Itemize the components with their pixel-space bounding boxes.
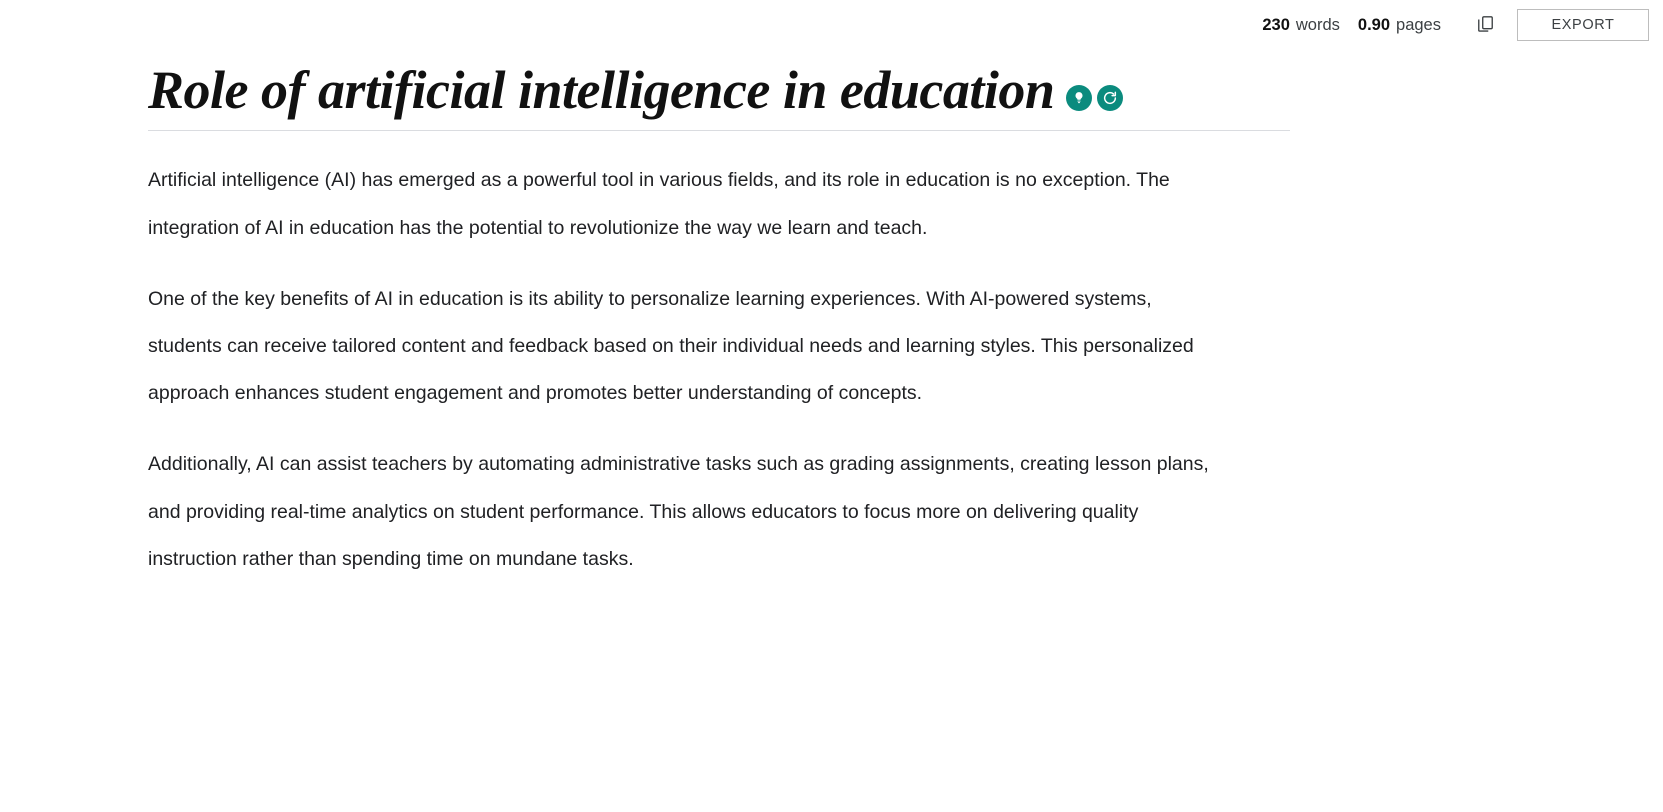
- copy-button[interactable]: [1465, 8, 1505, 42]
- lightbulb-icon[interactable]: [1066, 85, 1092, 111]
- top-toolbar: [0, 0, 1663, 50]
- word-count-label: words: [1295, 15, 1340, 34]
- page-count-label: pages: [1396, 15, 1441, 34]
- paragraph: Artificial intelligence (AI) has emerged as a powerful tool in various fields, and its role in education is no exception. The integration of AI in education has the potential to revolutionize the way we learn and teach.: [148, 169, 1170, 239]
- document-area: [148, 60, 1290, 583]
- page-title[interactable]: Role of artificial intelligence in education: [148, 60, 1055, 120]
- paragraph: One of the key benefits of AI in education is its ability to personalize learning experiences. With AI-powered systems, students can receive tailored content and feedback based on their individual needs and learning styles. This personalized approach enhances student engagement and promotes better understanding of concepts.: [148, 287, 1194, 405]
- title-action-group: [1066, 85, 1128, 111]
- paragraph: Additionally, AI can assist teachers by automating administrative tasks such as grading assignments, creating lesson plans, and providing real-time analytics on student performance. This allows educators to focus more on delivering quality instruction rather than spending time on mundane tasks.: [148, 453, 1209, 570]
- copy-icon: [1476, 14, 1495, 36]
- export-button[interactable]: EXPORT: [1517, 9, 1649, 41]
- refresh-icon[interactable]: [1097, 85, 1123, 111]
- page-count-value: 0.90: [1357, 15, 1391, 34]
- word-count-value: 230: [1262, 15, 1290, 34]
- page-count-stat: [1358, 16, 1441, 35]
- word-count-stat: [1262, 16, 1340, 35]
- document-body[interactable]: [148, 157, 1223, 583]
- document-title-row: [148, 60, 1290, 131]
